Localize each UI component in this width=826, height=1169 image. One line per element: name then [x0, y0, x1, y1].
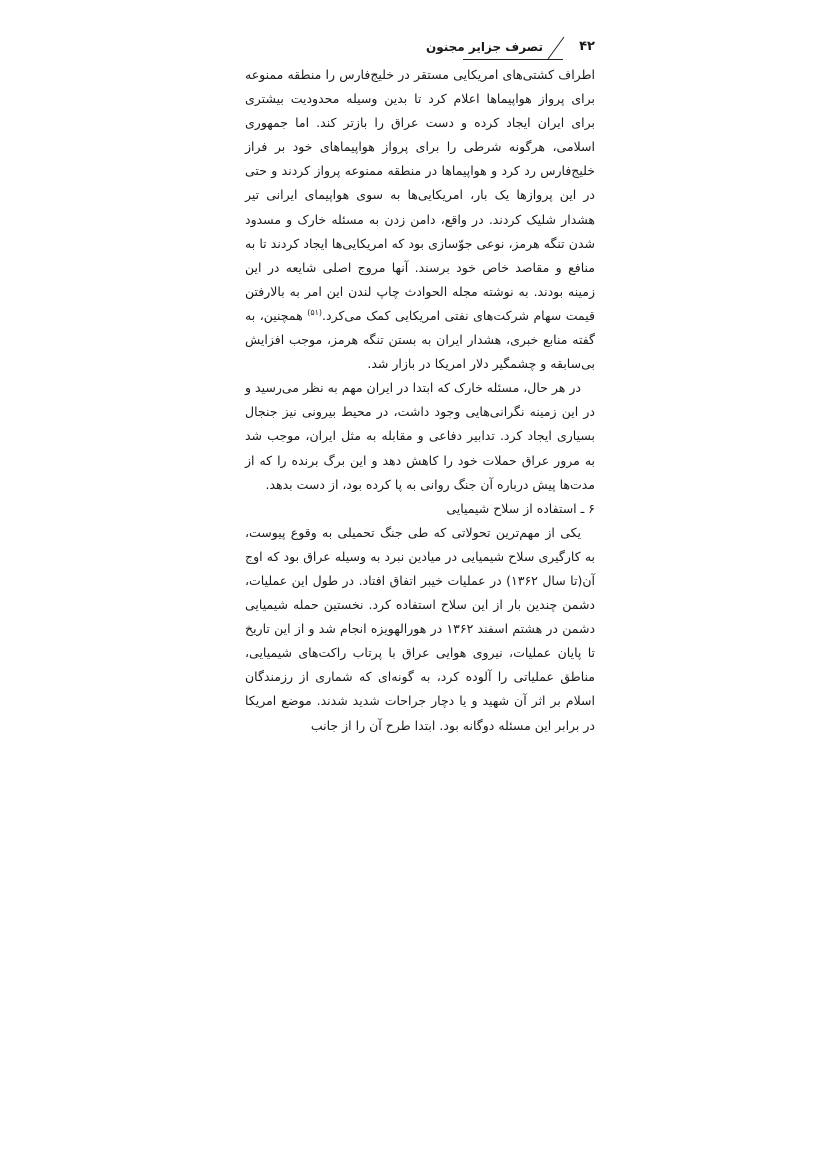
paragraph: [245, 63, 595, 376]
section-heading: ۶ ـ استفاده از سلاح شیمیایی: [446, 500, 595, 516]
header-divider-slash: [547, 36, 565, 60]
page-number: ۴۲: [579, 39, 595, 54]
paragraph-text: اطراف کشتی‌های امریکایی مستقر در خلیج‌فارس را منطقه ممنوعه برای پرواز هواپیماها اعلام کرد تا بدین وسیله محدودیت بیشتری برای ایران ایجاد کرده و دست عراق را بازتر کند. اما جمهوری اسلامی، هرگونه شرطی را برای پرواز هواپیماهای خود بر فراز خلیج‌فارس رد کرد و هواپیماها در منطقه ممنوعه پرواز کردند و حتی در این پروازها یک بار، امریکایی‌ها به سوی هواپیمای ایرانی تیر هشدار شلیک کردند. در واقع، دامن زدن به مسئله خارک و مسدود شدن تنگه هرمز، نوعی جوّسازی بود که امریکایی‌ها ایجاد کردند تا به منافع و مقاصد خاص خود برسند. آنها مروج اصلی شایعه در این زمینه بودند. به نوشته مجله الحوادث چاپ لندن این امر به بالارفتن قیمت سهام شرکت‌های نفتی امریکایی کمک می‌کرد.: [245, 67, 595, 323]
running-header: [245, 36, 595, 64]
running-title: تصرف جزایر مجنون: [425, 40, 543, 54]
paragraph: در هر حال، مسئله خارک که ابتدا در ایران مهم به نظر می‌رسید و در این زمینه نگرانی‌هایی وجود داشت، در محیط بیرونی نیز جنجال بسیاری ایجاد کرد. تدابیر دفاعی و مقابله به مثل ایران، موجب شد به مرور عراق حملات خود را کاهش دهد و این برگ برنده را که از مدت‌ها پیش درباره آن جنگ روانی به پا کرده بود، از دست بدهد.: [245, 380, 595, 492]
paragraph: یکی از مهم‌ترین تحولاتی که طی جنگ تحمیلی به وقوع پیوست، به کارگیری سلاح شیمیایی در میادین نبرد به وسیله عراق بود که اوج آن(تا سال ۱۳۶۲) در عملیات خیبر اتفاق افتاد. در طول این عملیات، دشمن چندین بار از این سلاح استفاده کرد. نخستین حمله شیمیایی دشمن در هشتم اسفند ۱۳۶۲ در هورالهویزه انجام شد و از این تاریخ تا پایان عملیات، نیروی هوایی عراق با پرتاب راکت‌های شیمیایی، مناطق عملیاتی را آلوده کرد، به گونه‌ای که شماری از رزمندگان اسلام بر اثر آن شهید و یا دچار جراحات شدید شدند. موضع امریکا در برابر این مسئله دوگانه بود. ابتدا طرح آن را از جانب: [245, 524, 596, 733]
footnote-reference: (۵۱): [307, 307, 323, 317]
paragraph-text-continued: همچنین، به گفته منابع خبری، هشدار ایران به بستن تنگه هرمز، موجب افزایش بی‌سابقه و چشمگیر دلار امریکا در بازار شد.: [245, 307, 595, 372]
body-text: [245, 63, 595, 738]
header-rule: [463, 59, 563, 60]
